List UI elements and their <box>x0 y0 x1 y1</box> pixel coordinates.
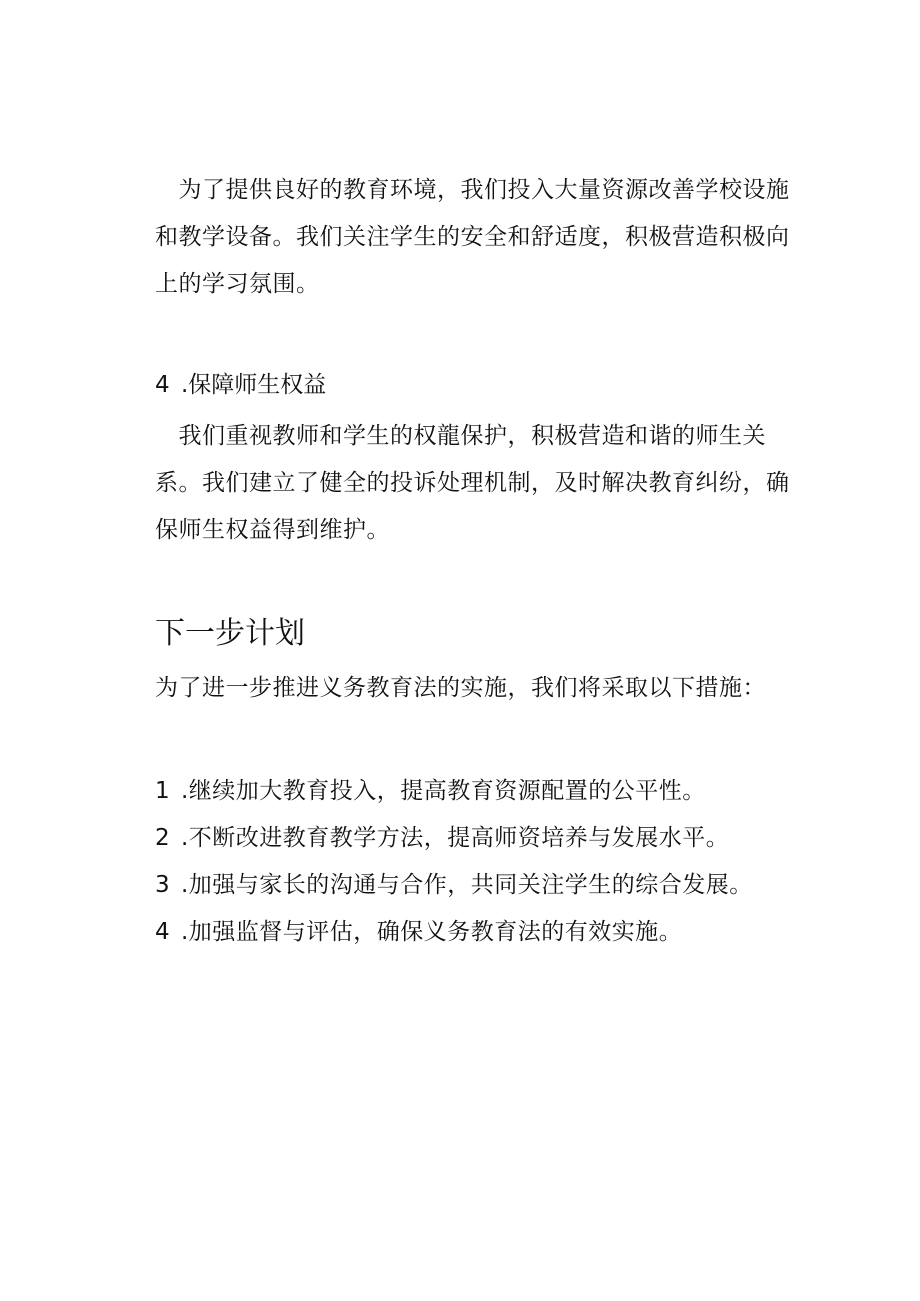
list-item-text: .不断改进教育教学方法，提高师资培养与发展水平。 <box>181 825 730 851</box>
list-item <box>155 815 753 862</box>
list-item-text: .加强与家长的沟通与合作，共同关注学生的综合发展。 <box>181 872 753 898</box>
next-steps-heading: 下一步计划 <box>155 616 305 651</box>
list-item-text: .加强监督与评估，确保义务教育法的有效实施。 <box>181 919 683 945</box>
environment-paragraph-text: 为了提供良好的教育环境，我们投入大量资源改善学校设施和教学设备。我们关注学生的安全和舒适度，积极营造积极向上的学习氛围。 <box>155 177 790 297</box>
list-item-number: 4 <box>155 919 171 945</box>
list-item-number: 3 <box>155 872 171 898</box>
next-steps-list <box>155 768 753 956</box>
rights-paragraph <box>155 413 805 554</box>
list-item-number: 2 <box>155 825 171 851</box>
rights-subheading <box>155 368 326 402</box>
list-item <box>155 862 753 909</box>
rights-subheading-number: 4 <box>155 372 170 398</box>
list-item-text: .继续加大教育投入，提高教育资源配置的公平性。 <box>181 778 706 804</box>
list-item-number: 1 <box>155 778 171 804</box>
environment-paragraph <box>155 167 805 308</box>
rights-paragraph-text: 我们重视教师和学生的权龍保护，积极营造和谐的师生关系。我们建立了健全的投诉处理机制，及时解决教育纠纷，确保师生权益得到维护。 <box>155 423 790 543</box>
rights-subheading-title: .保障师生权益 <box>181 372 327 398</box>
next-steps-intro: 为了进一步推进义务教育法的实施，我们将采取以下措施： <box>155 675 766 701</box>
list-item <box>155 909 753 956</box>
list-item <box>155 768 753 815</box>
